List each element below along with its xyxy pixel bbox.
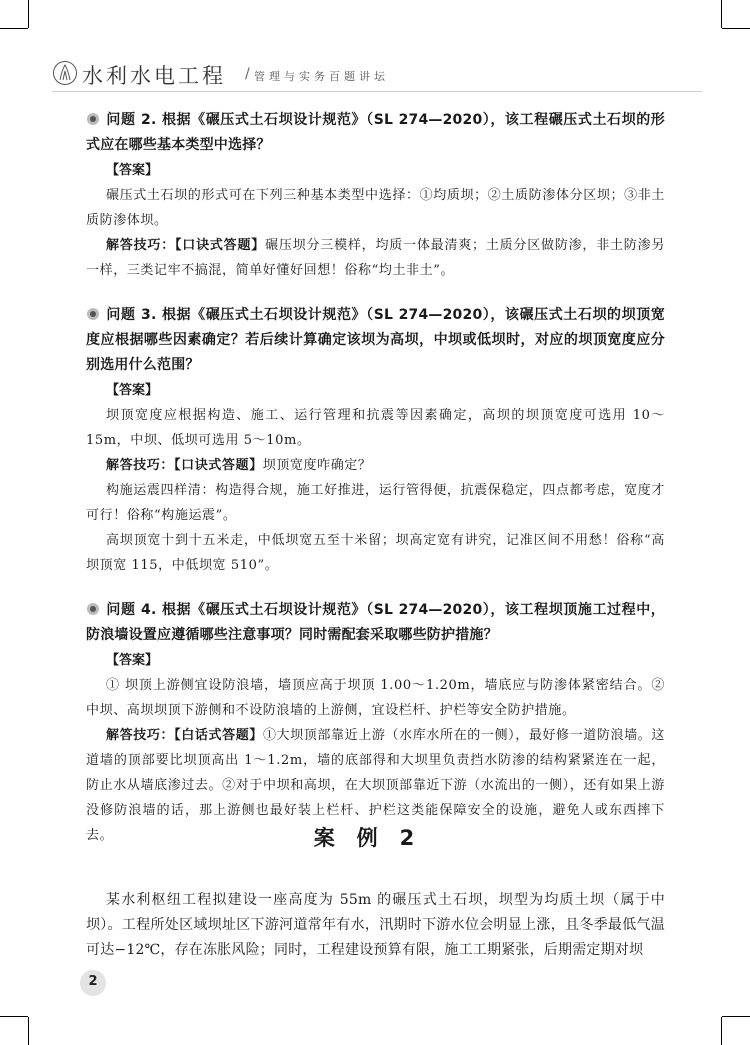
main-content bbox=[86, 108, 665, 848]
tip-label: 解答技巧：【口诀式答题】 bbox=[106, 238, 266, 253]
tip-3 bbox=[86, 453, 665, 478]
question-4 bbox=[86, 598, 665, 648]
page-number-badge bbox=[80, 970, 106, 996]
answer-3: 坝顶宽度应根据构造、施工、运行管理和抗震等因素确定，高坝的坝顶宽度可选用 10～15m，中坝、低坝可选用 5～10m。 bbox=[86, 408, 665, 448]
header-rule bbox=[52, 91, 702, 92]
crop-mark bbox=[0, 28, 28, 29]
book-subtitle: 管理与实务百题讲坛 bbox=[254, 70, 389, 83]
question-3-text: 问题 3. 根据《碾压式土石坝设计规范》（SL 274—2020），该碾压式土石坝的坝顶宽度应根据哪些因素确定？若后续计算确定该坝为高坝，中坝或低坝时，对应的坝顶宽度应分别选用什么范围？ bbox=[86, 307, 665, 373]
question-4-text: 问题 4. 根据《碾压式土石坝设计规范》（SL 274—2020），该工程坝顶施工过程中，防浪墙设置应遵循哪些注意事项？同时需配套采取哪些防护措施？ bbox=[86, 602, 665, 643]
crop-mark bbox=[721, 0, 722, 28]
tip-label: 解答技巧：【口诀式答题】 bbox=[106, 458, 263, 473]
crop-mark bbox=[28, 0, 29, 28]
answer-2: 碾压式土石坝的形式可在下列三种基本类型中选择：①均质坝；②土质防渗体分区坝；③非土质防渗体坝。 bbox=[86, 188, 665, 228]
question-bullet-icon bbox=[86, 602, 100, 616]
tip-3-paragraph-2: 构施运震四样清：构造得合规，施工好推进，运行管得便，抗震保稳定，四点都考虑，宽度才可行！俗称“构施运震”。 bbox=[86, 483, 665, 523]
tip-2 bbox=[86, 233, 665, 283]
tip-3-paragraph-3: 高坝顶宽十到十五米走，中低坝宽五至十米留；坝高定宽有讲究，记准区间不用愁！俗称“高坝顶宽 115，中低坝宽 510”。 bbox=[86, 533, 665, 573]
question-3 bbox=[86, 303, 665, 378]
question-bullet-icon bbox=[86, 307, 100, 321]
tip-3-text: 坝顶宽度咋确定？ bbox=[262, 458, 372, 473]
question-2 bbox=[86, 108, 665, 158]
answer-4: ① 坝顶上游侧宜设防浪墙，墙顶应高于坝顶 1.00～1.20m，墙底应与防渗体紧密结合。②中坝、高坝坝顶下游侧和不设防浪墙的上游侧，宜设栏杆、护栏等安全防护措施。 bbox=[86, 678, 665, 718]
crop-mark bbox=[28, 1017, 29, 1045]
book-title: 水利水电工程 bbox=[82, 64, 226, 88]
crop-mark bbox=[722, 1016, 750, 1017]
question-bullet-icon bbox=[86, 112, 100, 126]
crop-mark bbox=[0, 1016, 28, 1017]
question-2-text: 问题 2. 根据《碾压式土石坝设计规范》（SL 274—2020），该工程碾压式土石坝的形式应在哪些基本类型中选择？ bbox=[86, 112, 665, 153]
crop-mark bbox=[721, 1017, 722, 1045]
answer-label: 【答案】 bbox=[106, 163, 159, 178]
crop-mark bbox=[722, 28, 750, 29]
book-logo-icon bbox=[52, 60, 78, 86]
case-text: 某水利枢纽工程拟建设一座高度为 55m 的碾压式土石坝，坝型为均质土坝（属于中坝）。工程所处区域坝址区下游河道常年有水，汛期时下游水位会明显上涨，且冬季最低气温可达−12℃，存在冻胀风险；同时，工程建设预算有限，施工工期紧张，后期需定期对坝 bbox=[86, 892, 665, 958]
answer-label: 【答案】 bbox=[106, 653, 159, 668]
tip-4-text: ①大坝顶部靠近上游（水库水所在的一侧），最好修一道防浪墙。这道墙的顶部要比坝顶高出 1～1.2m，墙的底部得和大坝里负责挡水防渗的结构紧紧连在一起，防止水从墙底渗过去。②对于中坝和高坝，在大坝顶部靠近下游（水流出的一侧），还有如果上游没修防浪墙的话，那上游侧也最好装上栏杆、护栏这类能保障安全的设施，避免人或东西摔下去。 bbox=[86, 728, 665, 843]
answer-label: 【答案】 bbox=[106, 383, 159, 398]
case-heading: 案例2 bbox=[313, 826, 437, 850]
header-separator: / bbox=[245, 66, 250, 82]
running-header bbox=[52, 56, 702, 92]
case-description bbox=[86, 888, 665, 963]
page-number: 2 bbox=[88, 974, 98, 989]
tip-2-text: 碾压坝分三模样，均质一体最清爽；土质分区做防渗，非土防渗另一样，三类记牢不搞混，简单好懂好回想！俗称“均土非土”。 bbox=[86, 238, 666, 278]
tip-label: 解答技巧：【白话式答题】 bbox=[106, 728, 263, 743]
